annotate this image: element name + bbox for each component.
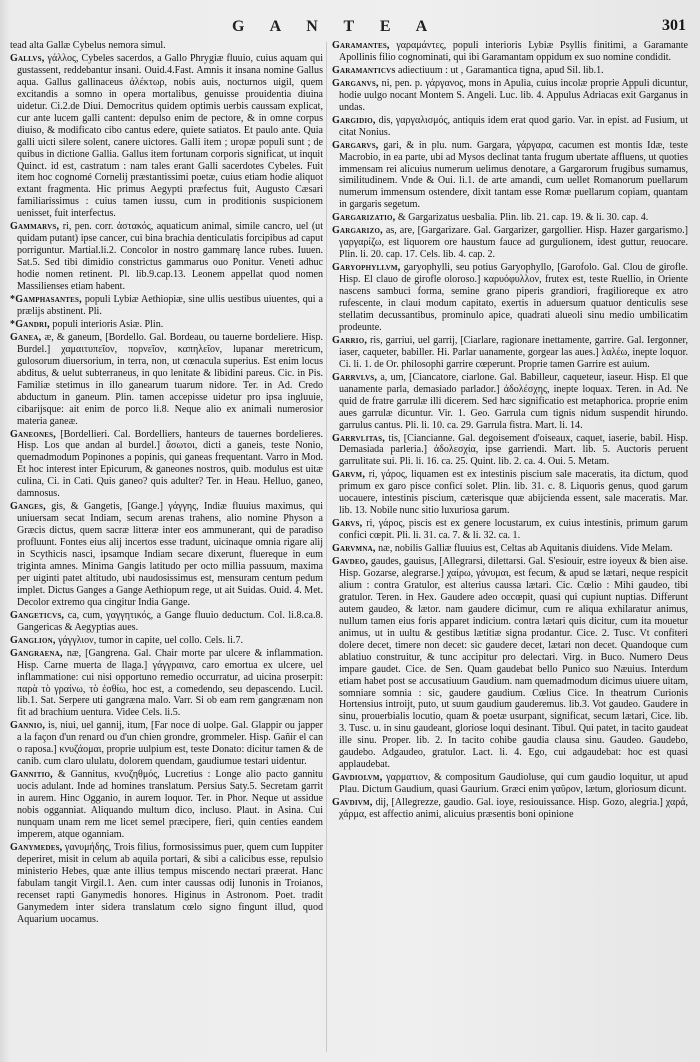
entry-text: næ, [Gangrena. Gal. Chair morte par ulcere & inflammation. Hisp. Carne muerta de llaga.] γάγγραινα, caro emortua ex ulcere, uel inflammatione: cui nisi opportuno remedio occurratur, ad uicina proserpit: παρὰ τὸ γραίνω, τὸ ἐσθίω, hoc est, a comedendo, seu depascendo. Lucil. lib.1. Sat. Serpere uti gangræna malo. Varr. Si ob eam rem gangrænam non fit ad brachium uentura. Videe Cels. li.5. — [17, 647, 323, 719]
dictionary-entry — [10, 635, 323, 647]
right-column — [332, 40, 688, 1055]
dictionary-entry — [10, 720, 323, 768]
entry-headword: Ganymedes, — [10, 841, 63, 853]
entry-text: gaudes, gauisus, [Allegrarsi, dilettarsi. Gal. S'esiouir, estre ioyeux & bien aise. Hisp. Gozarse, alegrarse.] χαίρω, γάνυμαι, est fecum, & apud se lætari, neque respicit alium : contra Gratulor, est alterius caussa lætari. Cic. Cœlio : Mihi gaudeo, tibi gratulor. Teren. in Hex. Gaudere adeo occœpit, quasi qui cupiunt nuptias. Differunt autem gaudeo, & lætor. nam gaudere dicimur, cum re aliqua exhilaratur animus, nullum tamen eius foris apparet indicium. contra lætari quis dicitur, cum ita mouetur animus, ut in uultu & gestibus lætitiæ signa prodantur. Cice. 2. Tusc. Vt confiteri dolere decet, timere non decet: sic gaudere decet, lætari non decet. Quandoque cum ablatiuo construitur, & tunc accipitur pro delectari. Virg. in Buco. Numero Deus impare gaudet. Cice. de Sen. Quam gaudebat bello Punico suo Næuius. Interdum etiam habet post se accusatiuum Gaudium. nam quemadmodum dicimus uiuere uitam, somniare somnia : sic, gaudere gaudium. Cœlius Cice. In theatrum Curionis Hortensius introijt, puto, ut suum gaudium gauderemus. lib.3. Vot gaudeo. Gaudere in sinu, prouerbialis locutio, quam & poetæ usurpant, significat, secum lætari, Cice. lib. 3. Tusc. u. in sinu gaudeant, gloriose loqui desinant. Tibul. Qui patet, in tacito gaudeat ille sinu. Proper. lib. 2. In tacito cohibe gaudia clausa sinu. Gaudeo. Gaudebo, gaudebo. Adgaudeo, gratulor. Lact. li. 4. Ego, cui adgaudebat: hoc est quasi applaudebat. — [339, 556, 688, 771]
entry-headword: Garvm, — [332, 469, 366, 481]
entry-text: ri, γάρος, piscis est ex genere locustarum, ex cuius intestinis, primum garum confici cœpit. Pli. li. 31. ca. 7. & li. 32. ca. 1. — [339, 518, 688, 542]
entry-text: γάγγλιον, tumor in capite, uel collo. Cels. li.7. — [58, 634, 243, 646]
entry-text: adiectiuum : ut , Garamantica tigna, apud Sil. lib.1. — [398, 64, 604, 76]
dictionary-entry — [10, 501, 323, 609]
entry-text: ca, cum, γαγγητικός, a Gange fluuio deductum. Col. li.8.ca.8. Gangericas & Aegyptias aues. — [17, 609, 323, 633]
entry-headword: Garrio, — [332, 334, 368, 346]
entry-text: is, niui, uel gannij, itum, [Far noce di uolpe. Gal. Glappir ou japper a la façon d'un renard ou d'un chien grondre, grommeler. Hisp. Gañir el can o raposa.] κνυζάομαι, proprie uulpium est, teste Donato: dicitur tamen & de canib. cum claro ululatu, dolorem quendam, gaudiumue testari uidentur. — [17, 720, 323, 768]
entry-headword: Gavdeo, — [332, 556, 369, 568]
entry-text: ni, pen. p. γάργανος, mons in Apulia, cuius incolæ proprie Appuli dicuntur, hodie uulgo nocant Montem S. Angeli. Luc. lib. 4. Appulus Adriacas exit Garganus in undas. — [339, 77, 688, 113]
dictionary-entry — [10, 610, 323, 634]
dictionary-entry — [332, 115, 688, 139]
entry-headword: Ganeones, — [10, 428, 56, 440]
entry-text: ri, γάρος, liquamen est ex intestinis piscium sale maceratis, ita dictum, quod primum ex garo pisce conficí solet. Plin. lib. 31. c. 8. Liquoris genus, quod garum uocauere, intestinis piscium, cæterisque quæ abijcienda essent, sale maceratis. Mar. lib. 13. Nobile nunc sitio luxuriosa garum. — [339, 469, 688, 517]
dictionary-entry — [332, 65, 688, 77]
entry-headword: Gavdiolvm, — [332, 772, 383, 784]
entry-text: a, um, [Ciancatore, ciarlone. Gal. Babilleur, caqueteur, iaseur. Hisp. El que uanamente parla, demasiado parlador.] ἀδολέσχης, inepte loquax. Teren. in Ad. Ne quid de fratre garrulæ illi dicerem. Sed hæc significatio est metaphorica. proprie enim aues garrulæ dicuntur. Vir. 1. Geo. Garrula cum tignis nidum suspendit hirundo. garrulus cantus. Pli. li. 10. ca. 29. Garrula fistra. Mart. li. 14. — [339, 371, 688, 431]
dictionary-entry — [332, 518, 688, 542]
entry-headword: Gangraena, — [10, 647, 63, 659]
entry-headword: Gannio, — [10, 720, 46, 732]
dictionary-entry — [10, 221, 323, 293]
dictionary-entry — [332, 262, 688, 334]
entry-text: & Gargarizatus uesbalia. Plin. lib. 21. cap. 19. & li. 30. cap. 4. — [397, 212, 649, 224]
page-number: 301 — [662, 17, 686, 34]
entry-headword: Gargarizatio, — [332, 212, 396, 224]
entry-text: tis, [Ciancianne. Gal. degoisement d'oiseaux, caquet, iaserie, babil. Hisp. Demasiada parleria.] ἀδολεσχία, ipse garriendi. Mart. lib. 5. Auctoris peruent garrulitate sui. Pli. li. 16. ca. 25. Quint. lib. 2. ca. 4. Oui. 5. Metam. — [339, 432, 688, 468]
running-head: G A N T E A — [232, 18, 439, 35]
entry-text: [Bordellieri. Cal. Bordelliers, hanteurs de tauernes bordelieres. Hisp. Los que andan al burdel.] ἄσωτοι, dicti a ganeis, teste Nonio, quemadmodum Popinones a popinis, qui ganeas frequentant. Varro in Mod. Et hoc interest inter Epicurum, & ganeones nostros, quib. modulus est uitæ culina, Ci. in Cati. Quis ganeo? quis adulter? Ter. in Heau. Helluo, ganeo, damnosus. — [17, 428, 323, 500]
entry-text: populi interioris Asiæ. Plin. — [52, 318, 164, 330]
entry-text: dij, [Allegrezze, gaudio. Gal. ioye, resiouissance. Hisp. Gozo, alegria.] χαρά, χάρμα, est affectio animi, alicuius præsentis boni opinione — [339, 797, 688, 821]
entry-headword: *Gamphasantes, — [10, 294, 82, 306]
entry-headword: Garrvlvs, — [332, 371, 378, 383]
dictionary-entry — [10, 53, 323, 220]
entry-text: ri, pen. corr. ἀστακός, aquaticum animal, simile cancro, uel (ut quidam putant) ipse cancer, cui bina brachia denticulatis forcipibus ad caput porriguntur. Martial.li.2. Concolor in nostro gammarę lance rubes. Iuuen. Sat.5. Sed tibi dimidio constrictus gammarus ouo Ponitur. Veneti adhuc hodie nomen retinent. Pl. lib.9.cap.13. Leonem appellat quod nomen Massilienses etiam habent. — [17, 221, 323, 293]
dictionary-entry — [332, 543, 688, 555]
entry-headword: Gannitio, — [10, 769, 53, 781]
entry-text: populi Lybiæ Aethiopiæ, sine ullis uestibus uiuentes, qui a prælijs abstinent. Pli. — [17, 294, 323, 317]
dictionary-entry — [10, 769, 323, 841]
column-divider — [326, 42, 327, 1052]
entry-headword: Garganvs, — [332, 77, 379, 89]
dictionary-entry — [332, 556, 688, 771]
dictionary-entry — [332, 433, 688, 469]
entry-headword: Ganges, — [10, 501, 46, 513]
entry-headword: Gargarvs, — [332, 139, 379, 151]
dictionary-entry — [10, 294, 323, 318]
entry-headword: Garvs, — [332, 518, 363, 530]
entry-headword: Garrvlitas, — [332, 432, 385, 444]
dictionary-entry — [10, 429, 323, 501]
entry-headword: Garvmna, — [332, 543, 376, 555]
entry-text: æ, & ganeum, [Bordello. Gal. Bordeau, ou tauerne bordeliere. Hisp. Burdel.] χαμαιτυπεῖον, πορνεῖον, καπηλεῖον, lupanar meretricum, gulosorum diuersorium, in terra, non, ut cœnacula superius. Est enim locus abditus, & uelut subterraneus, in quo lenitate & libidini pareus. Cic. in Pis. Familiæ stetimus in illo ganearum tuarum nidore. Ter. in Ad. Credo abductum in ganeum. Plin. tamen accepisse uidetur pro ipsa ingluuie, cibarijsque: ait enim de porco li.8. Neque alio ex animali numerosior materia ganeæ. — [17, 331, 323, 427]
entry-headword: Garamanticvs — [332, 64, 396, 76]
dictionary-entry — [332, 797, 688, 821]
entry-text: gis, & Gangetis, [Gange.] γάγγης, Indiæ fluuius maximus, qui uniuersam secat Indiam, secum arenas trahens, alio nomine Physon a Græcis dictus, quem sacræ litteræ inter eos ammunerant, qui de paradiso profluunt. Fontes eius alij incertos esse tradunt, uicinaque omnia rigare alij in Scythicis nasci, ipsamque Indiam secare dixerunt, fluereque in eum triginta amnes. Minima Gangis latitudo per octo millia passuum, maxima per uiginti patet altitudo, ubi naudosissimus est, mensuram centum pedum implet. Dictus Ganges a Gange Aethiopum rege, ut ait Suidas. Ouid. 4. Met. Decolor extremo qua cingitur India Gange. — [17, 501, 323, 608]
entry-headword: Gallvs, — [10, 52, 45, 64]
dictionary-entry — [332, 40, 688, 64]
dictionary-entry — [332, 335, 688, 371]
entry-headword: Gargarizo, — [332, 225, 383, 237]
entry-text: næ, nobilis Galliæ fluuius est, Celtas ab Aquitanis diuidens. Vide Melam. — [378, 543, 673, 555]
entry-text: γαρματιον, & compositum Gaudioluse, qui cum gaudio loquitur, ut apud Plau. Dictum Gaudium, quasi Gaurium. Græci enim γαῦρον, lætum, gloriosum dicunt. — [339, 772, 688, 796]
dictionary-entry — [10, 332, 323, 428]
entry-headword: Ganea, — [10, 331, 42, 343]
dictionary-entry — [332, 225, 688, 261]
dictionary-entry — [10, 319, 323, 331]
dictionary-entry — [332, 469, 688, 517]
entry-text: ris, garriui, uel garrij, [Ciarlare, ragionare inettamente, garrire. Gal. Iergonner, iaser, caqueter, babiller. Hi. Parlar uanamente, gorgear las aues.] λαλέω, inepte loquor. Ci. li. 1. de Or. philosophi garrire cœperunt. Proprie tamen Garrire est auium. — [339, 334, 688, 370]
left-column — [10, 40, 323, 1055]
dictionary-entry — [332, 772, 688, 796]
entry-text: γάλλος, Cybeles sacerdos, a Gallo Phrygiæ fluuio, cuius aquam qui gustassent, reddebantur insani. Ouid.4.Fast. Amnis it insana nomine Gallus aqua. Gallus gallinaceus ἀλέκτωρ, nobis auis, nocturnos uigil, quem excitandis a somno in opera mortalibus, genuisse prouidentia diuina uidetur. Ci.2.de Diui. Democritus quidem optimis uerbis caussam explicat, cur ante lucem galli cantent: depulso enim de pectore, & in omne corpus diuiso, & modificato cibo cantus edere, quiete satiatos. Et paulo ante. Quia galli uicti silere solent, canere uictores. Galli item ; uropæ populi sunt ; de quibus in dictione Gallia. Gallus item fortunam corporis significat, ut inquit Quinct. id est, castratum : nam tales erant Galli sacerdotes Cybeles. Fuit item hoc cognomé Cornelij præstantissimi poetæ, cuius etiam hodie aliquot extant fragmenta. Hic primus Aegypti præfectus fuit, Augusto Cæsari familiarissimus : cuius tamen iussu, cum in proditionis suspicionem uenisset, fuit interfectus. — [17, 52, 323, 220]
entry-text: γαραμάντες, populi interioris Lybiæ Psyllis finitimi, a Garamante Apollinis filio cognominati, qui ibi Garamantam oppidum ex suo nomine condidit. — [339, 40, 688, 63]
dictionary-entry — [332, 372, 688, 432]
entry-text: garyophylli, seu potius Garyophyllo, [Garofolo. Gal. Clou de girofle. Hisp. El clauo de girofle oloroso.] καρυόφυλλον, frutex est, teste Ruellio, in Oriente nascens sambuci forma, semine grano piperis grandiori, fragilioreque ex atro rufescente, in claui modum capitato, exertis in aduersum quatuor denticulis sese stellatim decussantibus, prominulo apice, quadrati alueoli sinu medio umbilicatim prodeunte. — [339, 262, 688, 333]
entry-text: gari, & in plu. num. Gargara, γάργαρα, cacumen est montis Idæ, teste Macrobio, in ea parte, ubi ad Mysos declinat tanta frugum ubertate affluens, ut quoties immensam rei alicuius numerum uelimus denotare, a Gargarorum frugibus sumamus, similitudinem. Vnde & Oui. li.1. de arte amandi, cum uellet Romanorum puellarum numerum immensum ostendere, dixit tantam esse Romæ puellarum copiam, quantam in gargaris segetum. — [339, 139, 688, 211]
entry-headword: Gammarvs, — [10, 221, 60, 233]
dictionary-entry — [10, 40, 323, 52]
dictionary-entry — [332, 78, 688, 114]
entry-text: dis, γαργαλισμός, antiquis idem erat quod gario. Var. in epist. ad Fusium, ut citat Nonius. — [339, 114, 688, 138]
entry-headword: Gavdivm, — [332, 797, 373, 809]
entry-text: & Gannitus, κνυζηθμός, Lucretius : Longe alio pacto gannitu uocis adulant. Inde ad homines translatum. Persius Saty.5. Secretam garrit in aurem. Hinc Ogganio, in aurem loquor. Ter. in Phor. Neque ut assidue nobis ogganniat. Aliquando multum dico, incluso. Plaut. in Asina. Cui nunquam unam rem me licet semel præcipere, fieri, quin centies eandem imperem, atque oganniam. — [17, 769, 323, 840]
entry-headword: Ganglion, — [10, 634, 56, 646]
entry-text: tead alta Gallæ Cybelus nemora simul. — [10, 40, 166, 51]
dictionary-entry — [332, 212, 688, 224]
entry-headword: Gargidio, — [332, 114, 376, 126]
entry-headword: Garamantes, — [332, 40, 390, 51]
entry-text: γανυμήδης, Trois filius, formosissimus puer, quem cum Iuppiter deperiret, misit in celum ab aquila portari, & sibi a calicibus esse, repulsio ministerio Hebes, quæ ante illius tempus miscendo nectari præerat. Hanc fabulam tangit Virgil.1. Aen. cum inter caussas odij Iunonis in Troianos, recenset rapti Ganymedis honores. Higinus in Astronom. Poet. tradit Ganymedem inter sidera translatum cœlo signo fingunt illud, quod Aquarium uocamus. — [17, 841, 323, 925]
entry-headword: Garyophyllvm, — [332, 262, 401, 274]
entry-text: as, are, [Gargarizare. Gal. Gargarizer, gargollier. Hisp. Hazer gargarismo.] γαργαρίζω, est liquorem ore haustum fauce ad gurgulionem, idest guttur, reuocare. Plin. li. 20. cap. 17. Cels. lib. 4. cap. 2. — [339, 225, 688, 261]
entry-headword: Gangeticvs, — [10, 609, 65, 621]
entry-headword: *Gandri, — [10, 318, 50, 330]
dictionary-entry — [332, 140, 688, 212]
dictionary-entry — [10, 842, 323, 926]
dictionary-entry — [10, 648, 323, 720]
